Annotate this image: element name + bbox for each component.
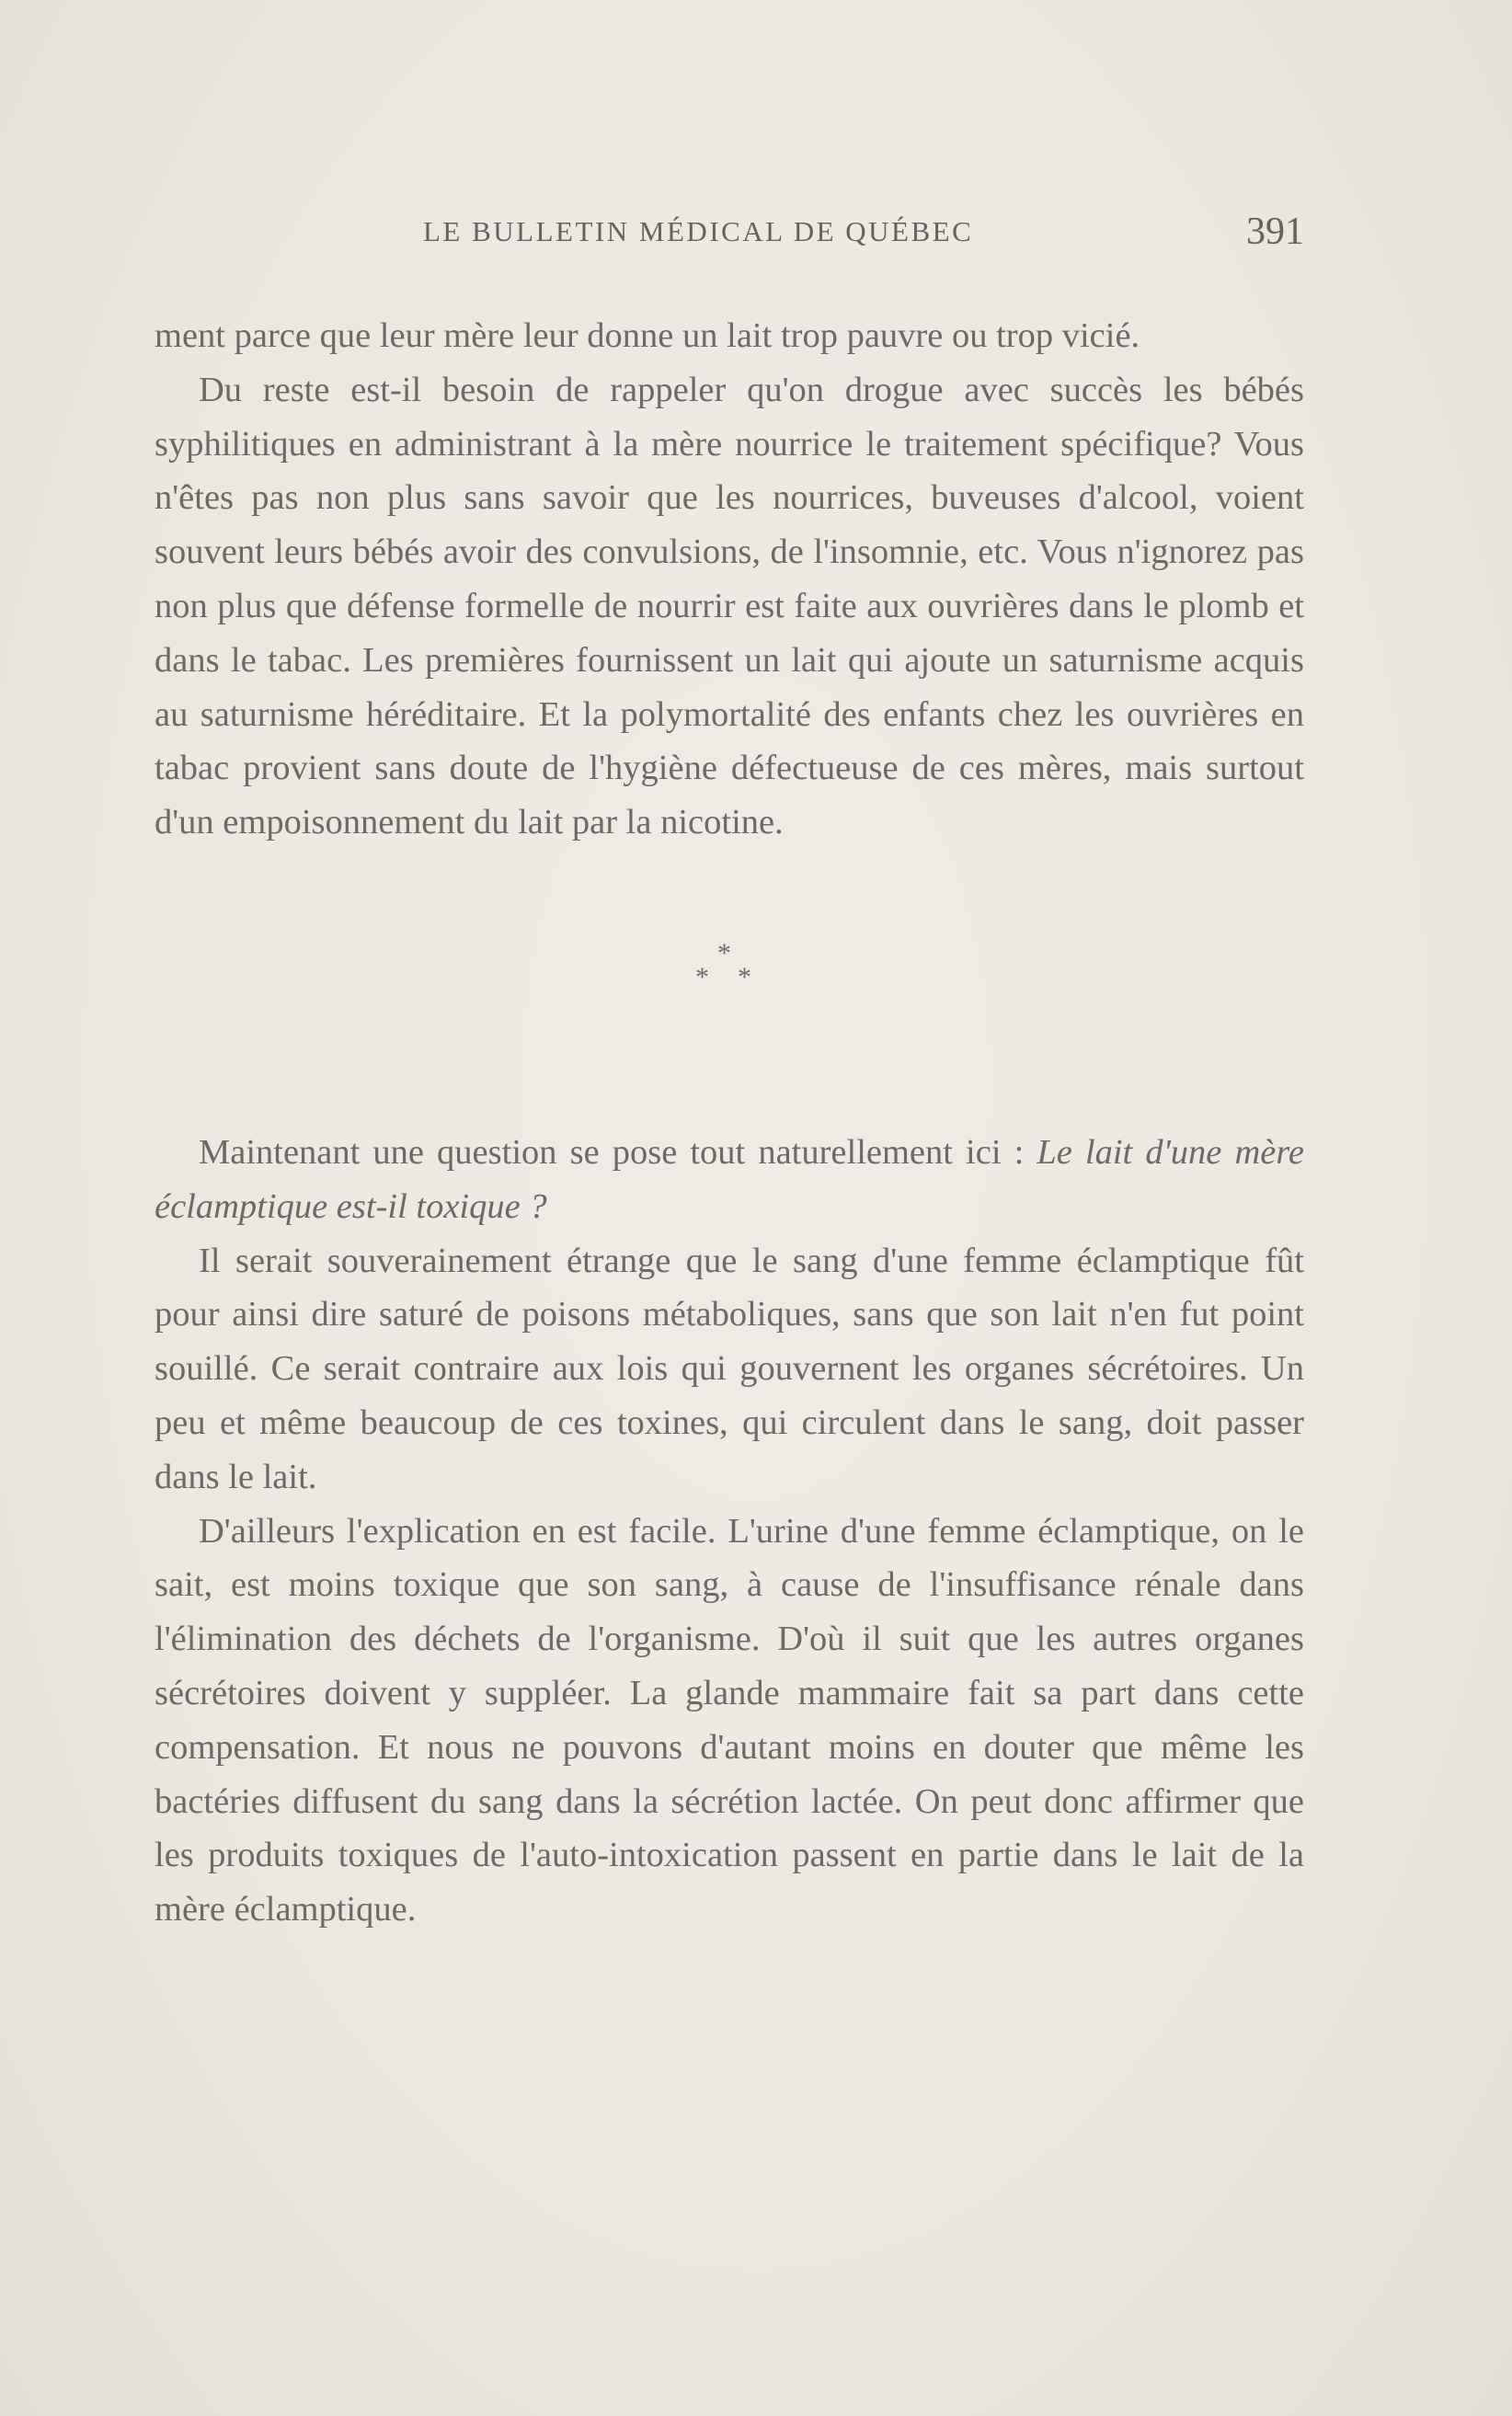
section-break-asterism: [155, 850, 1304, 1126]
question-intro: Maintenant une question se pose tout naturellement ici :: [199, 1132, 1037, 1172]
question-italic: Le lait d'une mère éclamptique est-il toxique ?: [155, 1132, 1304, 1226]
asterism-star-left: *: [695, 961, 709, 992]
asterism-star-right: *: [738, 961, 751, 992]
paragraph-continuation: ment parce que leur mère leur donne un lait trop pauvre ou trop vicié.: [155, 316, 1140, 355]
paragraph-syphilis-alcohol-tobacco: Du reste est-il besoin de rappeler qu'on drogue avec succès les bébés syphilitiques en administrant à la mère nourrice le traitement spécifique? Vous n'êtes pas non plus sans savoir que les nourrices, buveuses d'alcool, voient souvent leurs bébés avoir des convulsions, de l'insomnie, etc. Vous n'ignorez pas non plus que défense formelle de nourrir est faite aux ouvrières dans le plomb et dans le tabac. Les premières fournissent un lait qui ajoute un saturnisme acquis au saturnisme héréditaire. Et la polymortalité des enfants chez les ouvrières en tabac provient sans doute de l'hygiène défectueuse de ces mères, mais surtout d'un empoisonnement du lait par la nicotine.: [155, 370, 1304, 842]
paragraph-question: [155, 1126, 1304, 1234]
paragraph-toxins-in-milk: Il serait souverainement étrange que le sang d'une femme éclamptique fût pour ainsi dire saturé de poisons métaboliques, sans que son lait n'en fut point souillé. Ce serait contraire aux lois qui gouvernent les organes sécrétoires. Un peu et même beaucoup de ces toxines, qui circulent dans le sang, doit passer dans le lait.: [155, 1241, 1304, 1496]
running-head: [155, 210, 1304, 256]
page-body: [155, 309, 1304, 1937]
paragraph-explanation: D'ailleurs l'explication en est facile. L'urine d'une femme éclamptique, on le sait, est moins toxique que son sang, à cause de l'insuffisance rénale dans l'élimination des déchets de l'organisme. D'où il suit que les autres organes sécrétoires doivent y suppléer. La glande mammaire fait sa part dans cette compensation. Et nous ne pouvons d'autant moins en douter que même les bactéries diffusent du sang dans la sécrétion lactée. On peut donc affirmer que les produits toxiques de l'auto-intoxication passent en partie dans le lait de la mère éclamptique.: [155, 1511, 1304, 1929]
asterism-star-top: *: [717, 937, 731, 968]
page-number: 391: [1246, 211, 1304, 253]
running-title: LE BULLETIN MÉDICAL DE QUÉBEC: [423, 215, 974, 247]
